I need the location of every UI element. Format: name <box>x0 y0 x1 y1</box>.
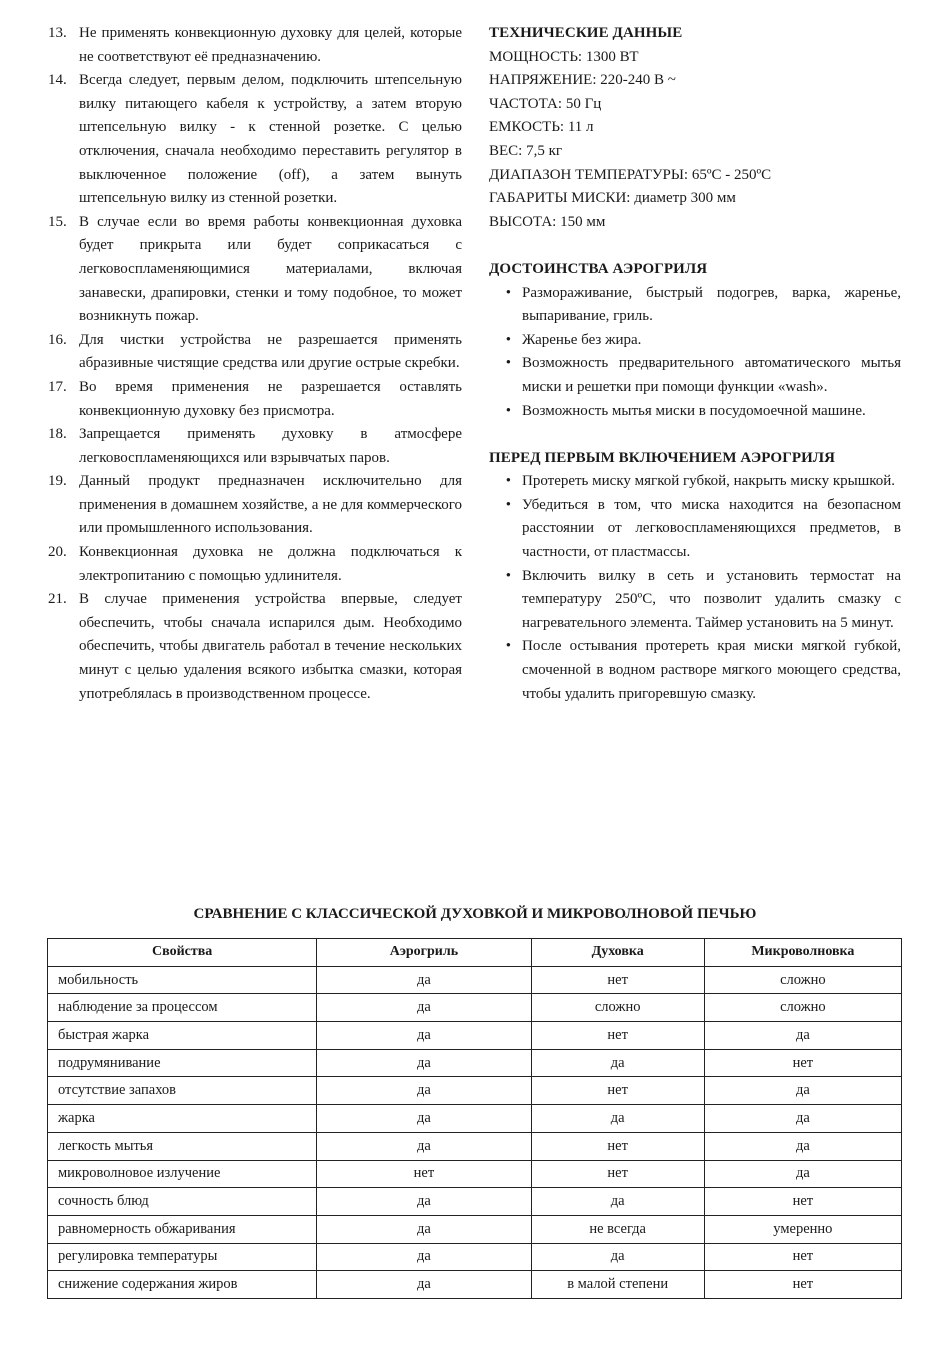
item-number: 13. <box>48 25 67 41</box>
spec-row <box>489 46 901 70</box>
list-item <box>48 376 462 423</box>
bullet-icon: • <box>505 331 511 348</box>
value-cell: да <box>317 994 531 1022</box>
value-cell: да <box>704 1022 901 1050</box>
value-cell: нет <box>317 1160 531 1188</box>
item-text: Убедиться в том, что миска находится на безопасном расстоянии от легковоспламеняющихся предметов, в частности, от пластмассы. <box>522 496 901 561</box>
item-number: 18. <box>48 426 67 443</box>
spec-label: ДИАПАЗОН ТЕМПЕРАТУРЫ: <box>489 166 689 183</box>
value-cell: сложно <box>531 994 704 1022</box>
property-cell: отсутствие запахов <box>48 1077 317 1105</box>
list-item <box>489 565 901 636</box>
item-text: После остывания протереть края миски мягкой губкой, смоченной в водном растворе мягкого моющего средства, чтобы удалить пригоревшую смазку. <box>522 638 901 702</box>
property-cell: легкость мытья <box>48 1132 317 1160</box>
value-cell: да <box>317 1049 531 1077</box>
value-cell: не всегда <box>531 1215 704 1243</box>
item-text: Запрещается применять духовку в атмосфере легковоспламеняющихся или взрывчатых паров. <box>79 426 462 466</box>
comparison-title: СРАВНЕНИЕ С КЛАССИЧЕСКОЙ ДУХОВКОЙ И МИКРОВОЛНОВОЙ ПЕЧЬЮ <box>193 906 757 922</box>
value-cell: да <box>317 1132 531 1160</box>
item-text: Размораживание, быстрый подогрев, варка, жаренье, выпаривание, гриль. <box>522 284 901 325</box>
table-row <box>48 1132 902 1160</box>
spec-label: ВЕС: <box>489 142 523 159</box>
item-text: Возможность предварительного автоматического мытья миски и решетки при помощи функции «wash». <box>522 355 901 395</box>
spec-value: диаметр 300 мм <box>630 190 736 207</box>
value-cell: да <box>317 1105 531 1133</box>
value-cell: да <box>317 1215 531 1243</box>
column-header: Микроволновка <box>704 939 901 967</box>
list-item <box>489 329 901 353</box>
value-cell: да <box>531 1049 704 1077</box>
list-item <box>48 423 462 470</box>
right-column <box>489 22 901 706</box>
item-number: 15. <box>48 213 67 230</box>
spec-row <box>489 116 901 140</box>
item-number: 14. <box>48 72 67 89</box>
specs-list <box>489 46 901 235</box>
value-cell: да <box>317 1271 531 1299</box>
bullet-icon: • <box>505 402 511 419</box>
advantages-title: ДОСТОИНСТВА АЭРОГРИЛЯ <box>489 260 708 277</box>
list-item <box>48 470 462 541</box>
value-cell: в малой степени <box>531 1271 704 1299</box>
item-text: Данный продукт предназначен исключительно для применения в домашнем хозяйстве, а не для коммерческого или промышленного использования. <box>79 473 462 537</box>
spec-row <box>489 211 901 235</box>
value-cell: нет <box>704 1049 901 1077</box>
value-cell: да <box>704 1160 901 1188</box>
item-text: Для чистки устройства не разрешается применять абразивные чистящие средства или другие острые скребки. <box>79 331 462 372</box>
value-cell: да <box>531 1105 704 1133</box>
spec-label: ЧАСТОТА: <box>489 95 563 112</box>
property-cell: наблюдение за процессом <box>48 994 317 1022</box>
column-header: Свойства <box>48 939 317 967</box>
value-cell: сложно <box>704 966 901 994</box>
value-cell: нет <box>531 1160 704 1188</box>
list-item <box>489 282 901 329</box>
table-header-row <box>48 939 902 967</box>
bullet-icon: • <box>505 496 511 513</box>
bullet-icon: • <box>505 284 511 301</box>
table-row <box>48 1049 902 1077</box>
item-text: В случае если во время работы конвекционная духовка будет прикрыта или будет соприкасаться с легковоспламеняющимися материалами, включая занавески, драпировки, стенки и тому подобное, то может возникнуть пожар. <box>79 213 462 325</box>
property-cell: мобильность <box>48 966 317 994</box>
comparison-table <box>47 938 902 1299</box>
value-cell: да <box>531 1188 704 1216</box>
value-cell: нет <box>704 1188 901 1216</box>
spec-row <box>489 69 901 93</box>
value-cell: да <box>704 1132 901 1160</box>
value-cell: да <box>317 1243 531 1271</box>
value-cell: нет <box>531 1022 704 1050</box>
specs-title: ТЕХНИЧЕСКИЕ ДАННЫЕ <box>489 25 683 41</box>
list-item <box>48 69 462 211</box>
table-row <box>48 1077 902 1105</box>
spec-label: ВЫСОТА: <box>489 213 557 230</box>
item-number: 20. <box>48 544 67 561</box>
item-number: 21. <box>48 591 67 608</box>
value-cell: да <box>317 1077 531 1105</box>
table-row <box>48 966 902 994</box>
table-row <box>48 1271 902 1299</box>
spec-value: 50 Гц <box>562 95 602 112</box>
spec-value: 220-240 В ~ <box>596 72 676 89</box>
bullet-icon: • <box>505 473 511 490</box>
safety-list <box>48 22 462 706</box>
column-header: Духовка <box>531 939 704 967</box>
item-text: Протереть миску мягкой губкой, накрыть миску крышкой. <box>522 473 896 490</box>
spec-row <box>489 164 901 188</box>
property-cell: микроволновое излучение <box>48 1160 317 1188</box>
spec-row <box>489 93 901 117</box>
property-cell: жарка <box>48 1105 317 1133</box>
value-cell: да <box>317 1022 531 1050</box>
property-cell: быстрая жарка <box>48 1022 317 1050</box>
list-item <box>489 635 901 706</box>
list-item <box>489 470 901 494</box>
list-item <box>489 494 901 565</box>
item-number: 19. <box>48 473 67 490</box>
list-item <box>489 352 901 399</box>
value-cell: нет <box>704 1243 901 1271</box>
item-text: Жаренье без жира. <box>522 331 642 348</box>
spec-label: МОЩНОСТЬ: <box>489 48 583 65</box>
before-first-list <box>489 470 901 706</box>
value-cell: умеренно <box>704 1215 901 1243</box>
property-cell: снижение содержания жиров <box>48 1271 317 1299</box>
spec-value: 150 мм <box>556 213 606 230</box>
spec-label: НАПРЯЖЕНИЕ: <box>489 72 597 89</box>
table-row <box>48 994 902 1022</box>
item-text: Включить вилку в сеть и установить термостат на температуру 250ºC, что позволит удалить смазку с нагревательного элемента. Таймер установить на 5 минут. <box>522 567 901 631</box>
item-text: Возможность мытья миски в посудомоечной машине. <box>522 402 866 419</box>
item-number: 16. <box>48 331 67 348</box>
value-cell: сложно <box>704 994 901 1022</box>
property-cell: равномерность обжаривания <box>48 1215 317 1243</box>
list-item <box>48 22 462 69</box>
table-row <box>48 1188 902 1216</box>
property-cell: сочность блюд <box>48 1188 317 1216</box>
list-item <box>489 400 901 424</box>
item-text: Во время применения не разрешается оставлять конвекционную духовку без присмотра. <box>79 378 462 419</box>
value-cell: нет <box>704 1271 901 1299</box>
spec-value: 65ºC - 250ºC <box>688 166 772 183</box>
list-item <box>48 211 462 329</box>
property-cell: подрумянивание <box>48 1049 317 1077</box>
value-cell: нет <box>531 1077 704 1105</box>
bullet-icon: • <box>505 355 511 372</box>
advantages-list <box>489 282 901 424</box>
column-header: Аэрогриль <box>317 939 531 967</box>
list-item <box>48 588 462 706</box>
spec-row <box>489 140 901 164</box>
table-row <box>48 1243 902 1271</box>
item-text: Всегда следует, первым делом, подключить штепсельную вилку питающего кабеля к устройству, а затем вторую штепсельную вилку - к стенной розетке. С целью отключения, сначала необходимо переставить регулятор в выключенное положение (off), а затем вынуть штепсельную вилку из стенной розетки. <box>79 72 462 207</box>
property-cell: регулировка температуры <box>48 1243 317 1271</box>
list-item <box>48 329 462 376</box>
spec-row <box>489 187 901 211</box>
value-cell: да <box>704 1077 901 1105</box>
table-row <box>48 1215 902 1243</box>
value-cell: да <box>531 1243 704 1271</box>
spec-value: 7,5 кг <box>522 142 563 159</box>
before-first-title: ПЕРЕД ПЕРВЫМ ВКЛЮЧЕНИЕМ АЭРОГРИЛЯ <box>489 449 836 466</box>
spec-label: ГАБАРИТЫ МИСКИ: <box>489 190 631 207</box>
item-text: Конвекционная духовка не должна подключаться к электропитанию с помощью удлинителя. <box>79 544 462 584</box>
value-cell: да <box>317 1188 531 1216</box>
bullet-icon: • <box>505 638 511 655</box>
list-item <box>48 541 462 588</box>
spec-value: 11 л <box>564 119 594 136</box>
table-row <box>48 1105 902 1133</box>
item-number: 17. <box>48 378 67 395</box>
spec-label: ЕМКОСТЬ: <box>489 119 565 136</box>
item-text: В случае применения устройства впервые, следует обеспечить, чтобы сначала испарился дым. Необходимо обеспечить, чтобы двигатель работал в течение нескольких минут с целью удаления всякого избытка смазки, которая употреблялась в производственном процессе. <box>79 591 462 702</box>
table-row <box>48 1160 902 1188</box>
table-row <box>48 1022 902 1050</box>
item-text: Не применять конвекционную духовку для целей, которые не соответствуют её предназначению. <box>79 25 462 65</box>
bullet-icon: • <box>505 567 511 584</box>
value-cell: нет <box>531 1132 704 1160</box>
value-cell: нет <box>531 966 704 994</box>
spec-value: 1300 ВТ <box>582 48 639 65</box>
value-cell: да <box>317 966 531 994</box>
value-cell: да <box>704 1105 901 1133</box>
